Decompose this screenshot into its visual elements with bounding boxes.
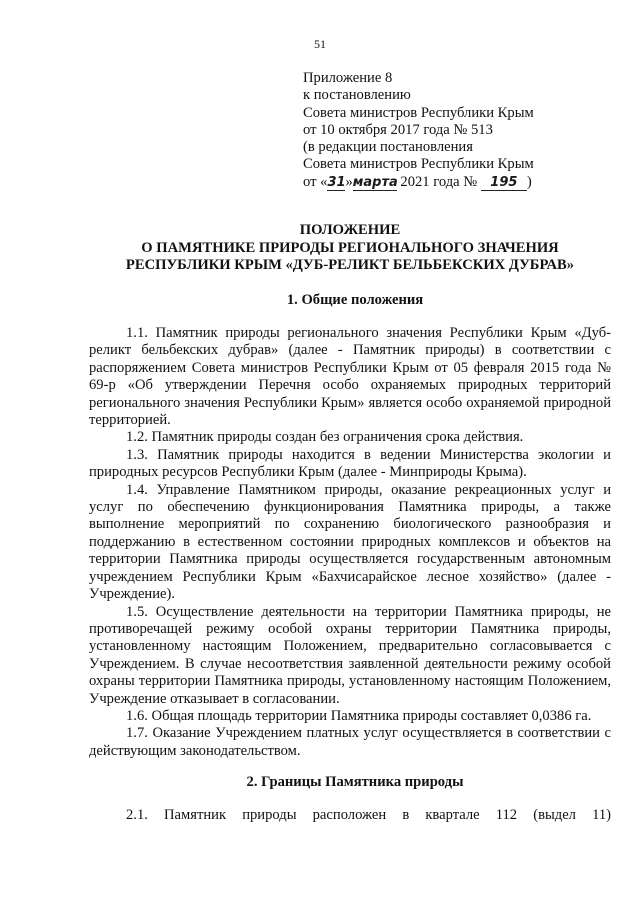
appendix-line: к постановлению [303,87,411,104]
page-number: 51 [314,37,326,51]
handwritten-month: марта [352,174,398,190]
paragraph: 1.6. Общая площадь территории Памятника природы составляет 0,0386 га. [126,707,592,724]
appendix-line: от 10 октября 2017 года № 513 [303,121,493,138]
date-year: 2021 года № [400,173,478,190]
title-line: ПОЛОЖЕНИЕ [299,222,401,238]
section-general-body [89,325,611,760]
title-line: РЕСПУБЛИКИ КРЫМ «ДУБ-РЕЛИКТ БЕЛЬБЕКСКИХ ДУБРАВ» [125,257,575,273]
title-line: О ПАМЯТНИКЕ ПРИРОДЫ РЕГИОНАЛЬНОГО ЗНАЧЕНИЯ [141,239,559,256]
document-title [60,222,640,275]
appendix-line: Совета министров Республики Крым [303,104,534,121]
paragraph: 1.7. Оказание Учреждением платных услуг осуществляется в соответствии с действующим законодательством. [89,725,611,759]
paragraph: 1.4. Управление Памятником природы, оказание рекреационных услуг и услуг по обеспечению функционирования Памятника природы, а также выполнение мероприятий по сохранению биологического разнообразия и поддержанию в естественном состоянии природных комплексов и объектов на территории Памятника природы осуществляется государственным автономным учреждением Республики Крым «Бахчисарайское лесное хозяйство» (далее - Учреждение). [89,481,611,603]
section-heading-boundaries: 2. Границы Памятника природы [246,774,464,790]
date-quote: » [345,173,353,190]
paragraph: 2.1. Памятник природы расположен в квартале 112 (выдел 11) [126,807,611,823]
paragraph: 1.1. Памятник природы регионального значения Республики Крым «Дуб-реликт бельбекских дубрав» (далее - Памятник природы) в соответствии с распоряжением Совета министров Республики Крым от 05 февраля 2015 года № 69-р «Об утверждении Перечня особо охраняемых природных территорий регионального значения Республики Крым» является особо охраняемой природной территорией. [89,325,611,429]
handwritten-number: 195 [481,176,527,191]
date-prefix: от « [303,173,328,190]
appendix-line: Приложение 8 [303,70,393,86]
appendix-header [303,70,534,191]
paragraph: 1.5. Осуществление деятельности на территории Памятника природы, не противоречащей режиму особой охраны территории Памятника природы, установленному настоящим Положением, предварительно согласовывается с Учреждением. В случае несоответствия заявленной деятельности режиму особой охраны территории Памятника природы, установленному настоящим Положением, Учреждение отказывает в согласовании. [89,603,611,707]
handwritten-day: 31 [327,174,346,190]
appendix-line: Совета министров Республики Крым [303,156,534,173]
appendix-date-line [303,174,534,191]
appendix-line: (в редакции постановления [303,139,473,156]
section-heading-general: 1. Общие положения [286,292,424,308]
date-suffix: ) [526,173,532,190]
paragraph: 1.3. Памятник природы находится в ведении Министерства экологии и природных ресурсов Республики Крым (далее - Минприроды Крыма). [89,446,611,481]
paragraph: 1.2. Памятник природы создан без ограничения срока действия. [126,429,524,446]
